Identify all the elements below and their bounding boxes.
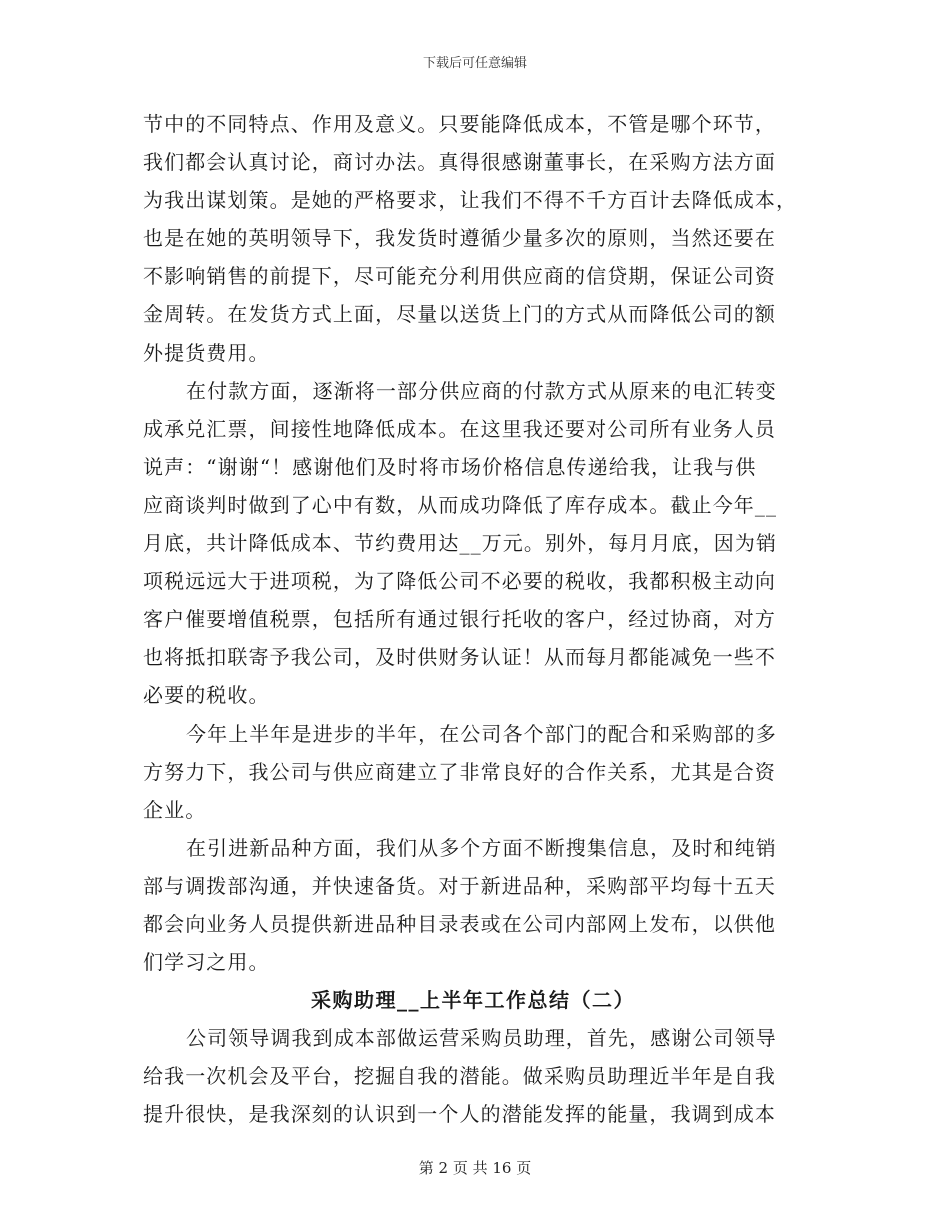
paragraph-line: 为我出谋划策。是她的严格要求，让我们不得不千方百计去降低成本， [143, 188, 798, 213]
paragraph-line: 企业。 [143, 797, 207, 822]
page-footer: 第 2 页 共 16 页 [418, 1159, 532, 1177]
paragraph-line: 也将抵扣联寄予我公司，及时供财务认证！从而每月都能减免一些不 [143, 645, 776, 670]
paragraph-line: 在引进新品种方面，我们从多个方面不断搜集信息，及时和纯销 [186, 835, 777, 860]
paragraph-line: 不影响销售的前提下，尽可能充分利用供应商的信贷期，保证公司资 [143, 264, 776, 289]
paragraph-line: 应商谈判时做到了心中有数，从而成功降低了库存成本。截止今年__ [143, 492, 778, 517]
paragraph-line: 公司领导调我到成本部做运营采购员助理，首先，感谢公司领导 [186, 1026, 777, 1051]
paragraph-line: 部与调拨部沟通，并快速备货。对于新进品种，采购部平均每十五天 [143, 873, 776, 898]
section-heading: 采购助理__上半年工作总结（二） [311, 988, 635, 1013]
paragraph-line: 必要的税收。 [143, 683, 270, 708]
paragraph-line: 我们都会认真讨论，商讨办法。真得很感谢董事长，在采购方法方面 [143, 150, 776, 175]
paragraph-line: 节中的不同特点、作用及意义。只要能降低成本，不管是哪个环节， [143, 112, 776, 136]
paragraph-line: 给我一次机会及平台，挖掘自我的潜能。做采购员助理近半年是自我 [143, 1064, 776, 1089]
document-body [143, 105, 803, 1134]
paragraph-line: 在付款方面，逐渐将一部分供应商的付款方式从原来的电汇转变 [186, 378, 777, 403]
paragraph-line: 都会向业务人员提供新进品种目录表或在公司内部网上发布，以供他 [143, 911, 776, 936]
paragraph-line: 成承兑汇票，间接性地降低成本。在这里我还要对公司所有业务人员 [143, 416, 776, 441]
page-header: 下载后可任意编辑 [422, 56, 527, 71]
paragraph-line: 月底，共计降低成本、节约费用达__万元。别外，每月月底，因为销 [143, 531, 778, 556]
paragraph-line: 提升很快，是我深刻的认识到一个人的潜能发挥的能量，我调到成本 [143, 1102, 776, 1127]
paragraph-line: 方努力下，我公司与供应商建立了非常良好的合作关系，尤其是合资 [143, 759, 776, 784]
paragraph-line: 客户催要增值税票，包括所有通过银行托收的客户，经过协商，对方 [143, 607, 776, 632]
paragraph-line: 们学习之用。 [143, 950, 270, 975]
paragraph-line: 外提货费用。 [143, 340, 270, 365]
paragraph-line: 说声：“谢谢“！感谢他们及时将市场价格信息传递给我，让我与供 [143, 454, 757, 479]
paragraph-line: 也是在她的英明领导下，我发货时遵循少量多次的原则，当然还要在 [143, 226, 776, 251]
paragraph-line: 今年上半年是进步的半年，在公司各个部门的配合和采购部的多 [186, 721, 777, 746]
paragraph-line: 项税远远大于进项税，为了降低公司不必要的税收，我都积极主动向 [143, 569, 776, 594]
paragraph-line: 金周转。在发货方式上面，尽量以送货上门的方式从而降低公司的额 [143, 302, 776, 327]
